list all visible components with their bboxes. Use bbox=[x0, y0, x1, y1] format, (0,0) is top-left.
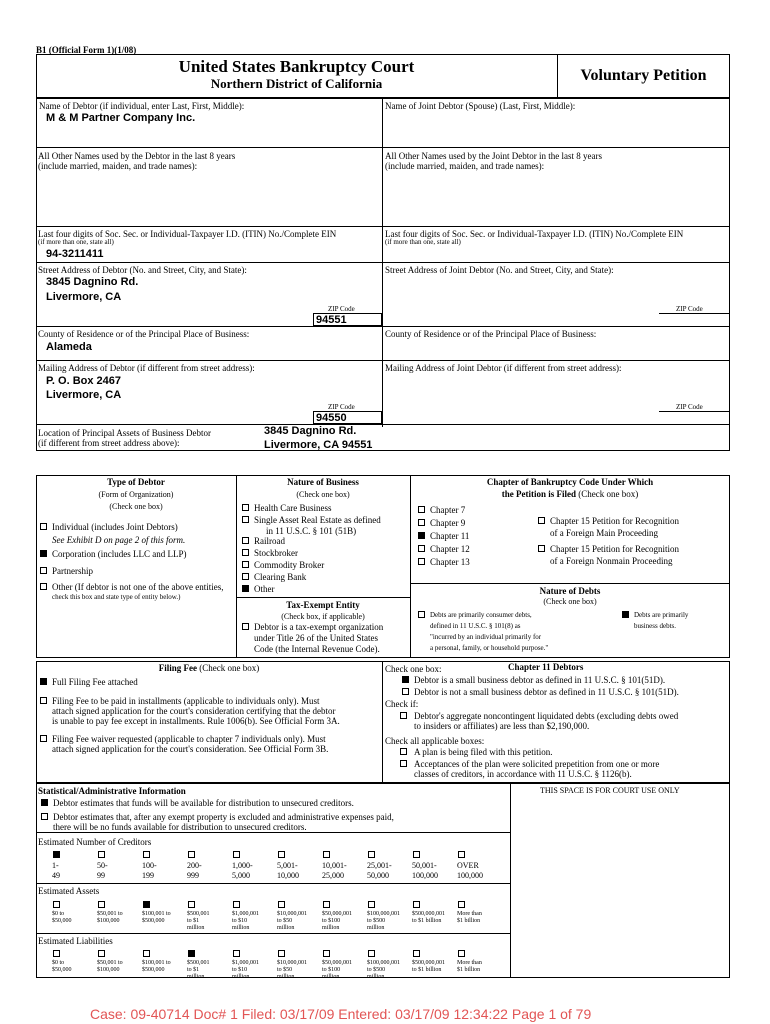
assets-option-label: to $500 bbox=[367, 918, 386, 924]
ch11-check-if: Check if: bbox=[385, 699, 419, 709]
clearing-bank-label: Clearing Bank bbox=[254, 572, 307, 582]
chapter-11-label: Chapter 11 bbox=[430, 531, 470, 541]
assets-title: Estimated Assets bbox=[38, 886, 100, 896]
chapter-12-label: Chapter 12 bbox=[430, 544, 470, 554]
joint-street-label: Street Address of Joint Debtor (No. and Street, City, and State): bbox=[385, 265, 614, 275]
court-use-divider bbox=[510, 783, 511, 832]
ch11-check-one: Check one box: bbox=[385, 664, 442, 674]
debtor-mailing-zip: 94550 bbox=[316, 412, 347, 424]
no-funds-1: Debtor estimates that, after any exempt property is excluded and administrative expenses paid, bbox=[53, 812, 394, 822]
installments-1: Filing Fee to be paid in installments (applicable to individuals only). Must bbox=[52, 696, 320, 706]
debtor-ein-label: Last four digits of Soc. Sec. or Individual-Taxpayer I.D. (ITIN) No./Complete EIN bbox=[38, 229, 337, 239]
commodity-label: Commodity Broker bbox=[254, 560, 325, 570]
individual-label: Individual (includes Joint Debtors) bbox=[52, 522, 178, 532]
creditors-option-label: 100,000 bbox=[457, 871, 483, 880]
ch11-check-all: Check all applicable boxes: bbox=[385, 736, 485, 746]
form-id: B1 (Official Form 1)(1/08) bbox=[36, 45, 137, 55]
debtor-mailing-label: Mailing Address of Debtor (if different from street address): bbox=[38, 363, 255, 373]
creditors-option-checkbox[interactable] bbox=[368, 851, 375, 858]
liabilities-option-label: to $500 bbox=[367, 967, 386, 973]
type-sub1: (Form of Organization) bbox=[98, 490, 174, 499]
consumer-debts-checkbox[interactable] bbox=[418, 611, 425, 618]
creditors-option-checkbox[interactable] bbox=[278, 851, 285, 858]
creditors-option-checkbox[interactable] bbox=[458, 851, 465, 858]
creditors-option-label: 200- bbox=[187, 861, 202, 870]
liabilities-option-label: $100,000,001 bbox=[367, 960, 400, 966]
other-entity-label: Other (If debtor is not one of the above entities, bbox=[52, 582, 224, 592]
creditors-option-label: 1,000- bbox=[232, 861, 253, 870]
assets-option-label: to $1 billion bbox=[412, 918, 442, 924]
row-line bbox=[410, 583, 730, 584]
joint-ein-sub: (if more than one, state all) bbox=[385, 238, 461, 246]
assets-option-label: million bbox=[277, 925, 295, 931]
chapter-title-line2 bbox=[410, 489, 730, 499]
health-care-checkbox[interactable] bbox=[242, 504, 249, 511]
assets-option-label: million bbox=[367, 925, 385, 931]
creditors-option-label: 999 bbox=[187, 871, 199, 880]
creditors-option-checkbox[interactable] bbox=[413, 851, 420, 858]
liabilities-option-label: million bbox=[187, 974, 205, 980]
business-sub: (Check one box) bbox=[296, 490, 350, 499]
liabilities-option-label: to $1 billion bbox=[412, 967, 442, 973]
assets-option-label: million bbox=[232, 925, 250, 931]
liabilities-option-label: More than bbox=[457, 960, 482, 966]
consumer-debts-3: "incurred by an individual primarily for bbox=[430, 633, 542, 641]
debtor-street-2: Livermore, CA bbox=[46, 291, 122, 303]
row-line bbox=[36, 147, 730, 148]
liabilities-option-label: $100,000 bbox=[97, 967, 120, 973]
acceptances-checkbox[interactable] bbox=[400, 760, 407, 767]
creditors-option-label: 199 bbox=[142, 871, 154, 880]
debtor-zip-label: ZIP Code bbox=[328, 305, 355, 313]
row-line bbox=[36, 424, 730, 425]
chapter-15-main-label: Chapter 15 Petition for Recognition bbox=[550, 516, 679, 526]
assets-option-checkbox[interactable] bbox=[368, 901, 375, 908]
row-line bbox=[36, 326, 730, 327]
liabilities-option-label: $500,000 bbox=[142, 967, 165, 973]
assets-option-label: $500,001 bbox=[187, 911, 210, 917]
assets-option-label: million bbox=[187, 925, 205, 931]
other-entity-label-2: check this box and state type of entity below.) bbox=[52, 593, 181, 601]
creditors-option-checkbox[interactable] bbox=[188, 851, 195, 858]
chapter-15-main-checkbox[interactable] bbox=[538, 517, 545, 524]
chapter-15-nonmain-label: Chapter 15 Petition for Recognition bbox=[550, 544, 679, 554]
assets-option-label: to $1 bbox=[187, 918, 200, 924]
debtor-ein: 94-3211411 bbox=[46, 248, 104, 260]
joint-mailing-label: Mailing Address of Joint Debtor (if different from street address): bbox=[385, 363, 622, 373]
liabilities-option-checkbox[interactable] bbox=[278, 950, 285, 957]
small-business-label: Debtor is a small business debtor as defined in 11 U.S.C. § 101(51D). bbox=[414, 675, 666, 685]
debtor-zip: 94551 bbox=[316, 314, 347, 326]
case-stamp: Case: 09-40714 Doc# 1 Filed: 03/17/09 Entered: 03/17/09 12:34:22 Page 1 of 79 bbox=[90, 1006, 592, 1022]
chapter-title-2: the Petition is Filed bbox=[501, 489, 576, 499]
business-debts-2: business debts. bbox=[634, 622, 676, 630]
installments-3: is unable to pay fee except in installments. Rule 1006(b). See Official Form 3A. bbox=[52, 716, 340, 726]
liabilities-option-checkbox[interactable] bbox=[98, 950, 105, 957]
consumer-debts-4: a personal, family, or household purpose." bbox=[430, 644, 549, 652]
joint-zip-label: ZIP Code bbox=[676, 305, 703, 313]
liabilities-option-label: $50,001 to bbox=[97, 960, 123, 966]
business-title: Nature of Business bbox=[287, 477, 359, 487]
creditors-option-label: 99 bbox=[97, 871, 105, 880]
location-label-2: (if different from street address above): bbox=[38, 438, 180, 448]
liabilities-option-label: million bbox=[367, 974, 385, 980]
creditors-option-checkbox[interactable] bbox=[53, 851, 60, 858]
creditors-option-label: 50- bbox=[97, 861, 108, 870]
stockbroker-checkbox[interactable] bbox=[242, 549, 249, 556]
chapter-15-nonmain-checkbox[interactable] bbox=[538, 545, 545, 552]
other-entity-checkbox[interactable] bbox=[40, 583, 47, 590]
creditors-option-label: OVER bbox=[457, 861, 479, 870]
debtor-other-names-label: All Other Names used by the Debtor in the last 8 years bbox=[38, 151, 236, 161]
assets-option-checkbox[interactable] bbox=[233, 901, 240, 908]
liabilities-title: Estimated Liabilities bbox=[38, 936, 113, 946]
aggregate-debts-checkbox[interactable] bbox=[400, 712, 407, 719]
corporation-label: Corporation (includes LLC and LLP) bbox=[52, 549, 187, 559]
liabilities-option-checkbox[interactable] bbox=[233, 950, 240, 957]
court-name: United States Bankruptcy Court bbox=[178, 57, 415, 76]
assets-option-checkbox[interactable] bbox=[458, 901, 465, 908]
row-line bbox=[236, 597, 410, 598]
individual-checkbox[interactable] bbox=[40, 523, 47, 530]
chapter-title: Chapter of Bankruptcy Code Under Which bbox=[486, 477, 654, 487]
court-use-only: THIS SPACE IS FOR COURT USE ONLY bbox=[540, 786, 680, 795]
ch11-title: Chapter 11 Debtors bbox=[508, 662, 584, 672]
liabilities-option-label: million bbox=[232, 974, 250, 980]
chapter-9-checkbox[interactable] bbox=[418, 519, 425, 526]
joint-county-label: County of Residence or of the Principal Place of Business: bbox=[385, 329, 597, 339]
creditors-option-checkbox[interactable] bbox=[98, 851, 105, 858]
row-line bbox=[36, 883, 510, 884]
business-debts-checkbox[interactable] bbox=[622, 611, 629, 618]
creditors-option-label: 10,000 bbox=[277, 871, 299, 880]
acceptances-1: Acceptances of the plan were solicited prepetition from one or more bbox=[414, 759, 660, 769]
assets-option-label: million bbox=[322, 925, 340, 931]
partnership-checkbox[interactable] bbox=[40, 567, 47, 574]
chapter-13-checkbox[interactable] bbox=[418, 558, 425, 565]
joint-other-names-label-2: (include married, maiden, and trade names): bbox=[385, 161, 545, 171]
creditors-option-checkbox[interactable] bbox=[233, 851, 240, 858]
assets-option-label: $50,000,001 bbox=[322, 911, 352, 917]
liabilities-option-checkbox[interactable] bbox=[143, 950, 150, 957]
stockbroker-label: Stockbroker bbox=[254, 548, 298, 558]
assets-option-label: to $50 bbox=[277, 918, 293, 924]
partnership-label: Partnership bbox=[52, 566, 93, 576]
corporation-checkbox[interactable] bbox=[40, 550, 47, 557]
creditors-option-label: 50,001- bbox=[412, 861, 437, 870]
liabilities-option-label: million bbox=[322, 974, 340, 980]
assets-option-label: to $10 bbox=[232, 918, 248, 924]
chapter-13-label: Chapter 13 bbox=[430, 557, 470, 567]
full-fee-label: Full Filing Fee attached bbox=[52, 677, 138, 687]
assets-option-label: $10,000,001 bbox=[277, 911, 307, 917]
debtor-street-label: Street Address of Debtor (No. and Street, City, and State): bbox=[38, 265, 247, 275]
assets-option-label: $500,000 bbox=[142, 918, 165, 924]
chapter-12-checkbox[interactable] bbox=[418, 545, 425, 552]
fee-title-row bbox=[36, 663, 382, 673]
tax-exempt-line2: under Title 26 of the United States bbox=[254, 633, 378, 643]
assets-option-checkbox[interactable] bbox=[53, 901, 60, 908]
assets-option-checkbox[interactable] bbox=[143, 901, 150, 908]
debtor-mailing-zip-label: ZIP Code bbox=[328, 403, 355, 411]
tax-exempt-line3: Code (the Internal Revenue Code). bbox=[254, 644, 380, 654]
liabilities-option-label: $10,000,001 bbox=[277, 960, 307, 966]
railroad-checkbox[interactable] bbox=[242, 537, 249, 544]
joint-ein-label: Last four digits of Soc. Sec. or Individual-Taxpayer I.D. (ITIN) No./Complete EIN bbox=[385, 229, 684, 239]
district-name: Northern District of California bbox=[210, 76, 383, 91]
liabilities-option-checkbox[interactable] bbox=[188, 950, 195, 957]
joint-name-label: Name of Joint Debtor (Spouse) (Last, First, Middle): bbox=[385, 101, 576, 111]
assets-option-label: $1 billion bbox=[457, 918, 481, 924]
debtor-other-names-label-2: (include married, maiden, and trade names): bbox=[38, 161, 198, 171]
liabilities-option-label: $500,000,001 bbox=[412, 960, 445, 966]
chapter-15-main-label-2: of a Foreign Main Proceeding bbox=[550, 528, 658, 538]
individual-note: See Exhibit D on page 2 of this form. bbox=[52, 535, 186, 545]
no-funds-2: there will be no funds available for distribution to unsecured creditors. bbox=[53, 822, 307, 832]
debtor-mailing-2: Livermore, CA bbox=[46, 389, 122, 401]
assets-option-checkbox[interactable] bbox=[98, 901, 105, 908]
creditors-option-label: 49 bbox=[52, 871, 60, 880]
petition-title: Voluntary Petition bbox=[580, 67, 707, 84]
type-title: Type of Debtor bbox=[107, 477, 165, 487]
health-care-label: Health Care Business bbox=[254, 503, 332, 513]
tax-exempt-sub: (Check box, if applicable) bbox=[281, 612, 365, 621]
assets-option-label: $50,000 bbox=[52, 918, 72, 924]
joint-zip-line bbox=[659, 313, 730, 314]
creditors-option-label: 5,000 bbox=[232, 871, 250, 880]
row-line bbox=[36, 832, 510, 833]
liabilities-option-label: $500,001 bbox=[187, 960, 210, 966]
assets-option-checkbox[interactable] bbox=[278, 901, 285, 908]
liabilities-option-label: to $1 bbox=[187, 967, 200, 973]
no-funds-checkbox[interactable] bbox=[41, 813, 48, 820]
location-2: Livermore, CA 94551 bbox=[264, 439, 373, 451]
liabilities-option-label: to $10 bbox=[232, 967, 248, 973]
debtor-name-label: Name of Debtor (if individual, enter Last, First, Middle): bbox=[39, 101, 245, 111]
row-line bbox=[36, 933, 510, 934]
type-sub2: (Check one box) bbox=[109, 502, 163, 511]
col-line bbox=[410, 475, 411, 658]
liabilities-option-label: $50,000,001 bbox=[322, 960, 352, 966]
creditors-option-checkbox[interactable] bbox=[323, 851, 330, 858]
not-small-business-label: Debtor is not a small business debtor as defined in 11 U.S.C. § 101(51D). bbox=[414, 687, 679, 697]
creditors-title: Estimated Number of Creditors bbox=[38, 837, 152, 847]
liabilities-option-checkbox[interactable] bbox=[323, 950, 330, 957]
assets-option-checkbox[interactable] bbox=[188, 901, 195, 908]
installments-2: attach signed application for the court's consideration certifying that the debtor bbox=[52, 706, 336, 716]
creditors-option-label: 10,001- bbox=[322, 861, 347, 870]
assets-option-label: $100,000 bbox=[97, 918, 120, 924]
tax-exempt-title: Tax-Exempt Entity bbox=[286, 600, 360, 610]
joint-mailing-zip-label: ZIP Code bbox=[676, 403, 703, 411]
plan-filed-checkbox[interactable] bbox=[400, 748, 407, 755]
single-asset-label-2: in 11 U.S.C. § 101 (51B) bbox=[266, 526, 357, 536]
creditors-option-label: 50,000 bbox=[367, 871, 389, 880]
waiver-2: attach signed application for the court's consideration. See Official Form 3B. bbox=[52, 744, 329, 754]
row-line bbox=[36, 360, 730, 361]
creditors-option-label: 1- bbox=[52, 861, 59, 870]
full-fee-checkbox[interactable] bbox=[40, 678, 47, 685]
aggregate-2: to insiders or affiliates) are less than $2,190,000. bbox=[414, 721, 590, 731]
chapter-7-label: Chapter 7 bbox=[430, 505, 466, 515]
assets-option-checkbox[interactable] bbox=[323, 901, 330, 908]
location-1: 3845 Dagnino Rd. bbox=[264, 425, 357, 437]
assets-option-label: More than bbox=[457, 911, 482, 917]
chapter-title-sub: (Check one box) bbox=[578, 489, 639, 499]
single-asset-checkbox[interactable] bbox=[242, 516, 249, 523]
waiver-1: Filing Fee waiver requested (applicable to chapter 7 individuals only). Must bbox=[52, 734, 326, 744]
commodity-checkbox[interactable] bbox=[242, 561, 249, 568]
stats-title: Statistical/Administrative Information bbox=[38, 786, 186, 796]
liabilities-option-label: to $50 bbox=[277, 967, 293, 973]
railroad-label: Railroad bbox=[254, 536, 285, 546]
consumer-debts-1: Debts are primarily consumer debts, bbox=[430, 611, 532, 619]
not-small-business-checkbox[interactable] bbox=[402, 688, 409, 695]
liabilities-option-checkbox[interactable] bbox=[413, 950, 420, 957]
debtor-street-1: 3845 Dagnino Rd. bbox=[46, 276, 139, 288]
creditors-option-label: 100,000 bbox=[412, 871, 438, 880]
liabilities-option-checkbox[interactable] bbox=[368, 950, 375, 957]
chapter-9-label: Chapter 9 bbox=[430, 518, 466, 528]
debtor-name: M & M Partner Company Inc. bbox=[46, 112, 196, 124]
liabilities-option-label: to $100 bbox=[322, 967, 341, 973]
row-line bbox=[36, 226, 730, 227]
fee-title-sub: (Check one box) bbox=[199, 663, 260, 673]
debtor-ein-sub: (if more than one, state all) bbox=[38, 238, 114, 246]
business-debts-1: Debts are primarily bbox=[634, 611, 689, 619]
assets-option-label: $1,000,001 bbox=[232, 911, 259, 917]
liabilities-option-label: $0 to bbox=[52, 960, 65, 966]
creditors-option-checkbox[interactable] bbox=[143, 851, 150, 858]
tax-exempt-line1: Debtor is a tax-exempt organization bbox=[254, 622, 384, 632]
row-line bbox=[36, 262, 730, 263]
other-business-label: Other bbox=[254, 584, 275, 594]
chapter-15-nonmain-label-2: of a Foreign Nonmain Proceeding bbox=[550, 556, 673, 566]
other-business-checkbox[interactable] bbox=[242, 585, 249, 592]
aggregate-1: Debtor's aggregate noncontingent liquidated debts (excluding debts owed bbox=[414, 711, 679, 721]
debtor-county: Alameda bbox=[46, 341, 92, 353]
liabilities-option-label: $100,001 to bbox=[142, 960, 171, 966]
chapter-7-checkbox[interactable] bbox=[418, 506, 425, 513]
funds-available-label: Debtor estimates that funds will be available for distribution to unsecured creditors. bbox=[53, 798, 354, 808]
col-line bbox=[236, 475, 237, 658]
creditors-option-label: 25,000 bbox=[322, 871, 344, 880]
location-label: Location of Principal Assets of Business Debtor bbox=[38, 428, 211, 438]
assets-option-label: $100,001 to bbox=[142, 911, 171, 917]
joint-other-names-label: All Other Names used by the Joint Debtor in the last 8 years bbox=[385, 151, 602, 161]
liabilities-option-checkbox[interactable] bbox=[53, 950, 60, 957]
creditors-option-label: 25,001- bbox=[367, 861, 392, 870]
installments-checkbox[interactable] bbox=[40, 697, 47, 704]
consumer-debts-2: defined in 11 U.S.C. § 101(8) as bbox=[430, 622, 521, 630]
assets-option-label: $50,001 to bbox=[97, 911, 123, 917]
plan-filed-label: A plan is being filed with this petition. bbox=[414, 747, 553, 757]
assets-option-label: to $100 bbox=[322, 918, 341, 924]
creditors-option-label: 5,001- bbox=[277, 861, 298, 870]
liabilities-option-label: $1,000,001 bbox=[232, 960, 259, 966]
debtor-mailing-1: P. O. Box 2467 bbox=[46, 375, 122, 387]
liabilities-option-label: million bbox=[277, 974, 295, 980]
assets-option-label: $500,000,001 bbox=[412, 911, 445, 917]
fee-title: Filing Fee bbox=[158, 663, 197, 673]
debtor-county-label: County of Residence or of the Principal Place of Business: bbox=[38, 329, 250, 339]
assets-option-checkbox[interactable] bbox=[413, 901, 420, 908]
liabilities-option-label: $50,000 bbox=[52, 967, 72, 973]
assets-option-label: $0 to bbox=[52, 911, 65, 917]
chapter-11-checkbox[interactable] bbox=[418, 532, 425, 539]
single-asset-label: Single Asset Real Estate as defined bbox=[254, 515, 381, 525]
clearing-bank-checkbox[interactable] bbox=[242, 573, 249, 580]
debts-title: Nature of Debts bbox=[539, 586, 601, 596]
creditors-option-label: 100- bbox=[142, 861, 157, 870]
debts-sub: (Check one box) bbox=[543, 597, 597, 606]
fee-divider bbox=[382, 661, 383, 783]
funds-available-checkbox[interactable] bbox=[41, 799, 48, 806]
assets-option-label: $100,000,001 bbox=[367, 911, 400, 917]
acceptances-2: classes of creditors, in accordance with 11 U.S.C. § 1126(b). bbox=[414, 769, 632, 779]
joint-mailing-zip-line bbox=[659, 411, 730, 412]
waiver-checkbox[interactable] bbox=[40, 735, 47, 742]
tax-exempt-checkbox[interactable] bbox=[242, 623, 249, 630]
col-line bbox=[510, 832, 511, 978]
liabilities-option-label: $1 billion bbox=[457, 967, 481, 973]
liabilities-option-checkbox[interactable] bbox=[458, 950, 465, 957]
small-business-checkbox[interactable] bbox=[402, 676, 409, 683]
